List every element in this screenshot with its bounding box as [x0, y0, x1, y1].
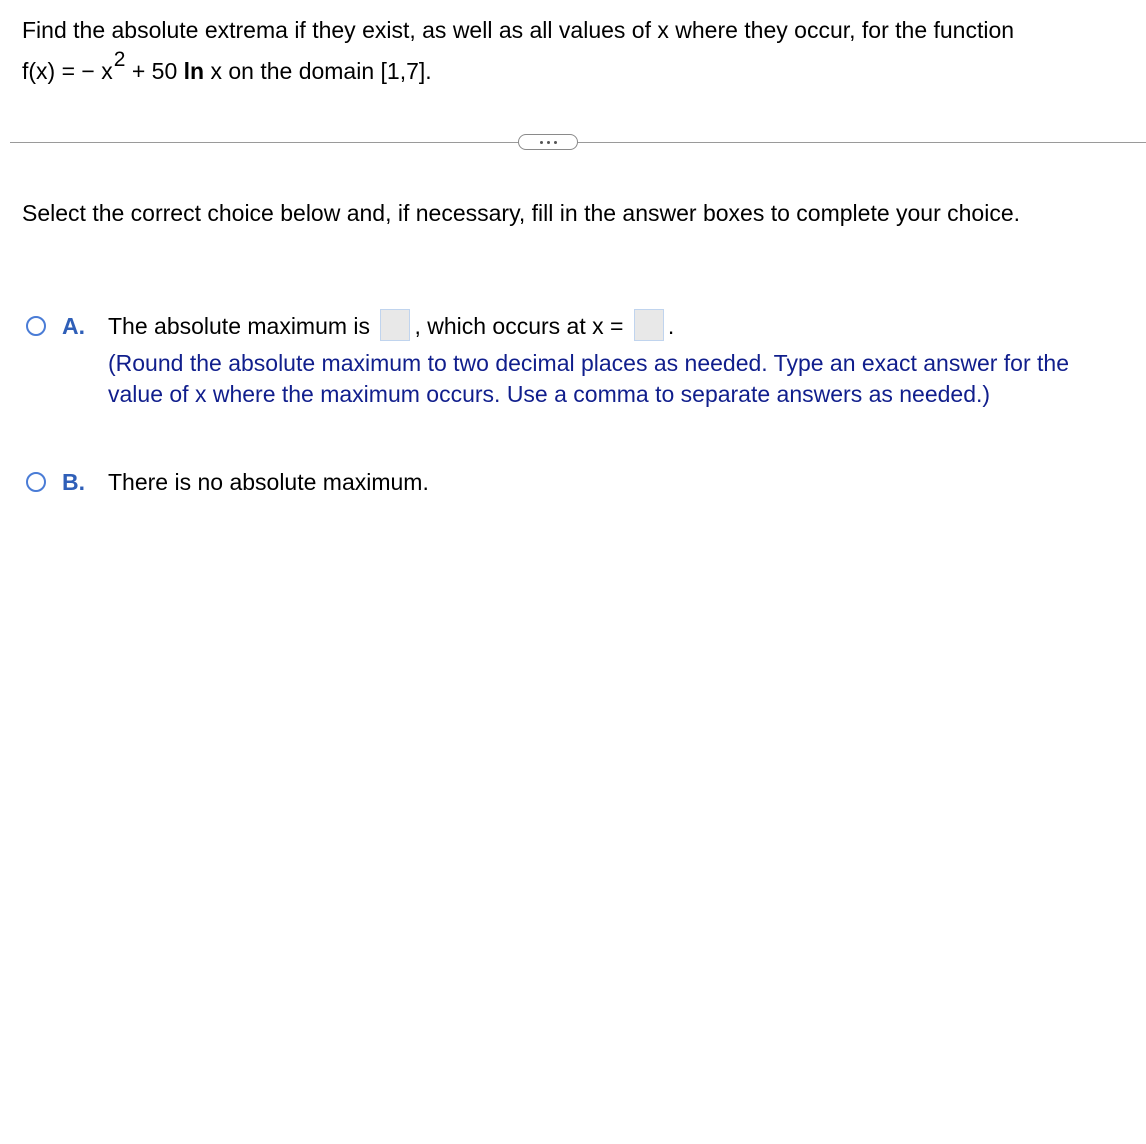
choice-a-text-middle: , which occurs at x =: [414, 313, 624, 339]
function-mid: + 50: [125, 58, 184, 84]
choice-b-text: There is no absolute maximum.: [108, 469, 429, 495]
function-ln: ln: [183, 58, 205, 84]
ellipsis-icon: [540, 141, 543, 144]
choice-a-letter: A.: [62, 313, 85, 339]
question-text: [22, 10, 1137, 93]
radio-choice-a[interactable]: [26, 316, 46, 336]
function-expression: [22, 48, 1137, 93]
function-exponent: 2: [113, 48, 126, 71]
choice-b-letter: B.: [62, 469, 85, 495]
show-more-button[interactable]: [518, 134, 578, 150]
function-lhs: f(x) = − x: [22, 58, 113, 84]
choice-b[interactable]: [26, 467, 429, 498]
instruction-text: Select the correct choice below and, if necessary, fill in the answer boxes to complete your choice.: [22, 200, 1021, 226]
section-divider: [10, 142, 1146, 143]
function-rhs: x on the domain [1,7].: [204, 58, 432, 84]
choice-a-text-before: The absolute maximum is: [108, 313, 371, 339]
x-value-input[interactable]: [634, 309, 664, 341]
choice-a-rounding-note: (Round the absolute maximum to two decimal places as needed. Type an exact answer for the value of x where the maximum occurs. Use a comma to separate answers as needed.): [108, 350, 1069, 407]
radio-choice-b[interactable]: [26, 472, 46, 492]
choice-a[interactable]: [26, 311, 1108, 410]
ellipsis-icon: [554, 141, 557, 144]
ellipsis-icon: [547, 141, 550, 144]
choice-a-text-after: .: [667, 313, 675, 339]
question-line-1: Find the absolute extrema if they exist, as well as all values of x where they occur, for the function: [22, 17, 1015, 43]
absolute-maximum-input[interactable]: [380, 309, 410, 341]
